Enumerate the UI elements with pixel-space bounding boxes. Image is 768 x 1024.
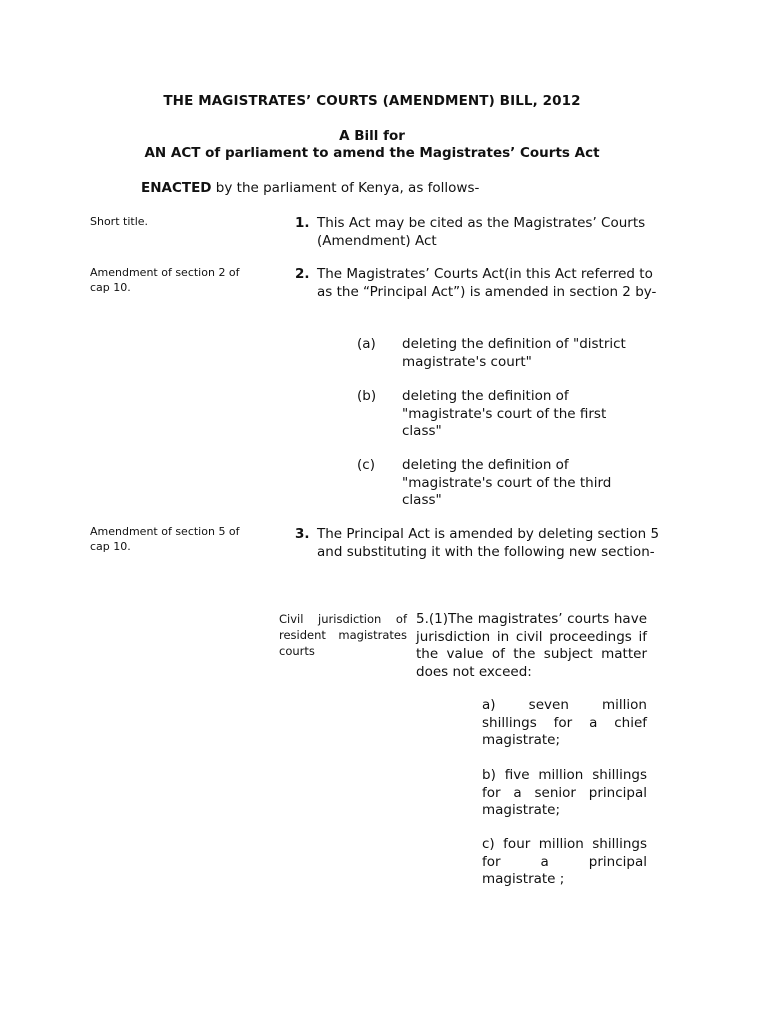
act-description: AN ACT of parliament to amend the Magistrates’ Courts Act xyxy=(144,145,600,161)
jurisdiction-item: b) five million shillings for a senior principal magistrate; xyxy=(482,767,647,818)
clause-number: 1. xyxy=(295,215,310,231)
subitem-label: (a) xyxy=(357,336,376,352)
clause-text: The Principal Act is amended by deleting section 5 and substituting it with the following new section- xyxy=(317,526,660,560)
bill-title: THE MAGISTRATES’ COURTS (AMENDMENT) BILL, 2012 xyxy=(163,93,581,109)
subitem-label: (c) xyxy=(357,457,375,473)
jurisdiction-item: c) four million shillings for a principal magistrate ; xyxy=(482,836,647,887)
clause-text: The Magistrates’ Courts Act(in this Act referred to as the “Principal Act”) is amended in section 2 by- xyxy=(317,266,657,300)
clause-text: This Act may be cited as the Magistrates’ Courts (Amendment) Act xyxy=(317,215,646,249)
enacting-text: by the parliament of Kenya, as follows- xyxy=(211,180,480,196)
subitem-label: (b) xyxy=(357,388,377,404)
margin-note-short-title: Short title. xyxy=(90,215,149,228)
clause-number: 2. xyxy=(295,266,310,282)
jurisdiction-item: a) seven million shillings for a chief magistrate; xyxy=(482,697,647,748)
subitem-text: deleting the definition of "district magistrate's court" xyxy=(402,336,626,370)
side-note-civil-jurisdiction: Civil jurisdiction of resident magistrates courts xyxy=(279,612,407,658)
enacting-formula xyxy=(141,180,479,196)
bill-subtitle: A Bill for xyxy=(339,128,405,144)
margin-note-section-5: Amendment of section 5 of cap 10. xyxy=(90,525,240,553)
clause-number: 3. xyxy=(295,526,310,542)
section-5-text: 5.(1)The magistrates’ courts have jurisdiction in civil proceedings if the value of the subject matter does not exceed: xyxy=(416,611,647,680)
enacted-keyword: ENACTED xyxy=(141,180,212,196)
subitem-text: deleting the definition of "magistrate's court of the first class" xyxy=(402,388,607,439)
subitem-text: deleting the definition of "magistrate's court of the third class" xyxy=(402,457,612,508)
margin-note-section-2: Amendment of section 2 of cap 10. xyxy=(90,266,240,294)
